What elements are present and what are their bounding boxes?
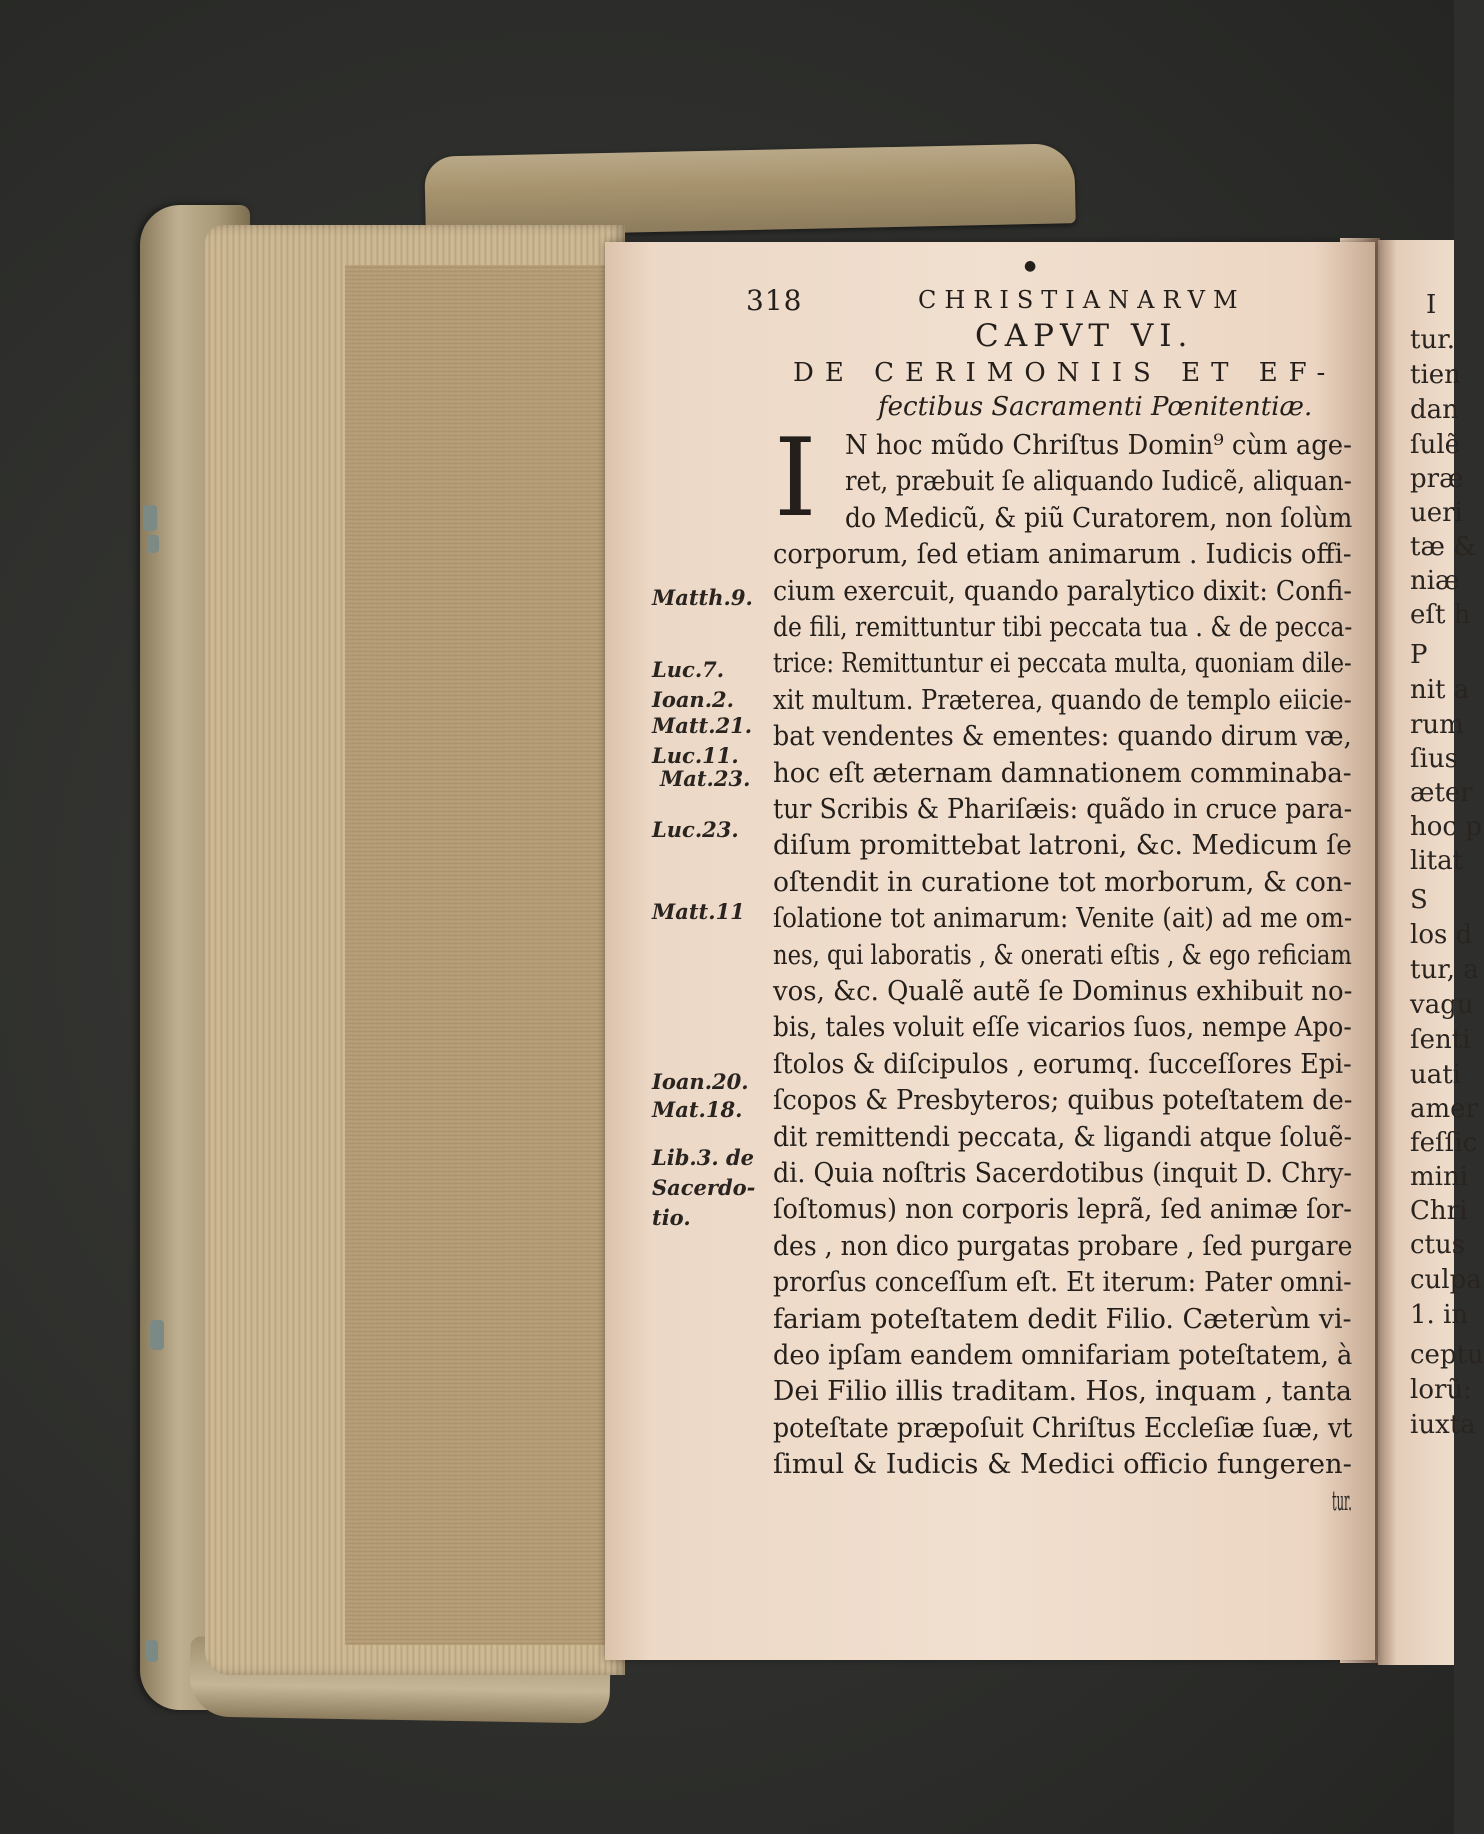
text-line: ſolatione tot animarum: Venite (ait) ad me om- — [773, 902, 1353, 935]
clasp-icon — [147, 535, 159, 553]
facing-page-fragment: tur. — [1410, 325, 1456, 355]
drop-cap-initial: I — [774, 416, 817, 541]
facing-page-fragment: Chri — [1410, 1196, 1468, 1226]
clasp-icon — [150, 1320, 164, 1350]
text-line: ſtolos & diſcipulos , eorumq. ſucceſſores Epi- — [773, 1047, 1352, 1080]
facing-page-fragment: mini — [1410, 1162, 1469, 1192]
text-line: nes, qui laboratis , & onerati eſtis , & ego reficiam — [773, 938, 1352, 971]
text-line: Dei Filio illis traditam. Hos, inquam , tanta — [773, 1375, 1352, 1408]
facing-page-fragment: vagu — [1410, 990, 1474, 1020]
facing-page-fragment: los d — [1410, 920, 1473, 950]
facing-page-fragment: P — [1410, 640, 1428, 670]
chapter-title-line-1: DE CERIMONIIS ET EF- — [793, 358, 1337, 388]
margin-note: Lib.3. de — [652, 1145, 755, 1170]
margin-note: Ioan.20. — [652, 1069, 749, 1094]
margin-note: tio. — [652, 1205, 691, 1230]
text-line: prorſus conceſſum eſt. Et iterum: Pater omni- — [773, 1266, 1352, 1299]
text-line: ſoſtomus) non corporis leprã, ſed animæ ſor- — [773, 1193, 1352, 1226]
text-line: de fili, remittuntur tibi peccata tua . & de pecca- — [773, 611, 1353, 643]
chapter-title-line-2: fectibus Sacramenti Pœnitentiæ. — [878, 392, 1313, 422]
facing-page-fragment: lorũ: — [1410, 1375, 1472, 1405]
text-line: des , non dico purgatas probare , ſed purgare — [773, 1229, 1353, 1262]
text-line: cium exercuit, quando paralytico dixit: Confi- — [773, 574, 1352, 607]
text-line: deo ipſam eandem omnifariam poteſtatem, à — [773, 1339, 1353, 1371]
facing-page-fragment: tæ & — [1410, 532, 1477, 562]
facing-page-fragment: litat — [1410, 846, 1464, 876]
facing-page-fragment: dan — [1410, 395, 1459, 425]
facing-page-fragment: æter — [1410, 778, 1473, 808]
facing-page-fragment: nit a — [1410, 675, 1470, 705]
facing-page-fragment: rum — [1410, 710, 1464, 740]
margin-note: Mat.23. — [660, 766, 751, 791]
facing-page-fragment: ceptu — [1410, 1340, 1484, 1370]
margin-note: Ioan.2. — [652, 687, 734, 712]
running-title: CHRISTIANARVM — [918, 286, 1246, 314]
text-line: tur Scribis & Phariſæis: quãdo in cruce para- — [773, 793, 1353, 825]
facing-page-fragment: iuxta — [1410, 1410, 1476, 1440]
page-number: 318 — [746, 284, 803, 317]
text-line: ret, præbuit ſe aliquando Iudicẽ, aliquan- — [845, 465, 1352, 498]
facing-page-fragment: ſulẽ — [1410, 430, 1461, 460]
chapter-heading: CAPVT VI. — [975, 318, 1194, 354]
facing-page-fragment: I — [1426, 290, 1437, 320]
margin-note: Sacerdo- — [652, 1175, 756, 1200]
text-line: di. Quia noſtris Sacerdotibus (inquit D. Chry- — [773, 1157, 1353, 1189]
facing-page-fragment: tien — [1410, 360, 1461, 390]
facing-page-fragment: ſius — [1410, 744, 1459, 774]
facing-page-fragment: culpa — [1410, 1265, 1482, 1295]
facing-page — [1378, 240, 1484, 1665]
margin-note: Luc.7. — [652, 657, 725, 682]
margin-note: Matt.11 — [652, 899, 745, 924]
facing-page-fragment: S — [1410, 885, 1428, 915]
text-line: tur. — [1332, 1484, 1352, 1517]
text-line: bis, tales voluit eſſe vicarios ſuos, nempe Apo- — [773, 1011, 1352, 1044]
facing-page-fragment: hoc p — [1410, 812, 1482, 842]
facing-page-fragment: ctus — [1410, 1230, 1466, 1260]
ornament-dot-icon: ● — [1024, 258, 1037, 274]
text-line: do Medicũ, & piũ Curatorem, non ſolùm — [845, 501, 1353, 534]
facing-page-fragment: amer — [1410, 1094, 1478, 1124]
text-line: poteſtate præpoſuit Chriſtus Eccleſiæ ſuæ, vt — [773, 1411, 1353, 1444]
facing-page-fragment: ſenti — [1410, 1025, 1471, 1055]
text-line: trice: Remittuntur ei peccata multa, quoniam dile- — [773, 647, 1352, 680]
margin-note: Mat.18. — [652, 1097, 743, 1122]
text-line: dit remittendi peccata, & ligandi atque ſoluẽ- — [773, 1120, 1352, 1153]
text-line: hoc eſt æternam damnationem comminaba- — [773, 756, 1352, 789]
text-line: bat vendentes & ementes: quando dirum væ, — [773, 720, 1352, 753]
facing-page-fragment: tur, a — [1410, 955, 1479, 985]
facing-page-fragment: uati — [1410, 1060, 1462, 1090]
text-line: ſimul & Iudicis & Medici officio fungeren- — [773, 1448, 1352, 1481]
clasp-icon — [143, 505, 157, 531]
facing-page-fragment: præ — [1410, 464, 1464, 494]
facing-page-fragment: feſſic — [1410, 1128, 1478, 1158]
text-line: ſcopos & Presbyteros; quibus poteſtatem de- — [773, 1084, 1353, 1117]
text-line: vos, &c. Qualẽ autẽ ſe Dominus exhibuit no- — [773, 975, 1353, 1007]
clasp-icon — [146, 1640, 158, 1662]
text-line: xit multum. Præterea, quando de templo eiicie- — [773, 683, 1352, 716]
facing-page-fragment: 1. in — [1410, 1300, 1469, 1330]
book-cover-top-edge — [424, 143, 1076, 237]
facing-page-fragment: ueri — [1410, 498, 1463, 528]
text-line: N hoc mũdo Chriſtus Domin⁹ cùm age- — [845, 429, 1352, 461]
margin-note: Matth.9. — [652, 585, 753, 610]
facing-page-fragment: niæ — [1410, 566, 1460, 596]
margin-note: Luc.11. — [652, 743, 739, 768]
page-fore-edge — [345, 265, 625, 1645]
margin-note: Luc.23. — [652, 817, 739, 842]
text-line: fariam poteſtatem dedit Filio. Cæterùm vi- — [773, 1302, 1352, 1335]
text-line: oſtendit in curatione tot morborum, & con- — [773, 865, 1352, 898]
text-line: diſum promittebat latroni, &c. Medicum ſe — [773, 829, 1352, 862]
margin-note: Matt.21. — [652, 713, 753, 738]
text-line: corporum, ſed etiam animarum . Iudicis offi- — [773, 538, 1352, 571]
facing-page-fragment: eſt h — [1410, 600, 1471, 630]
